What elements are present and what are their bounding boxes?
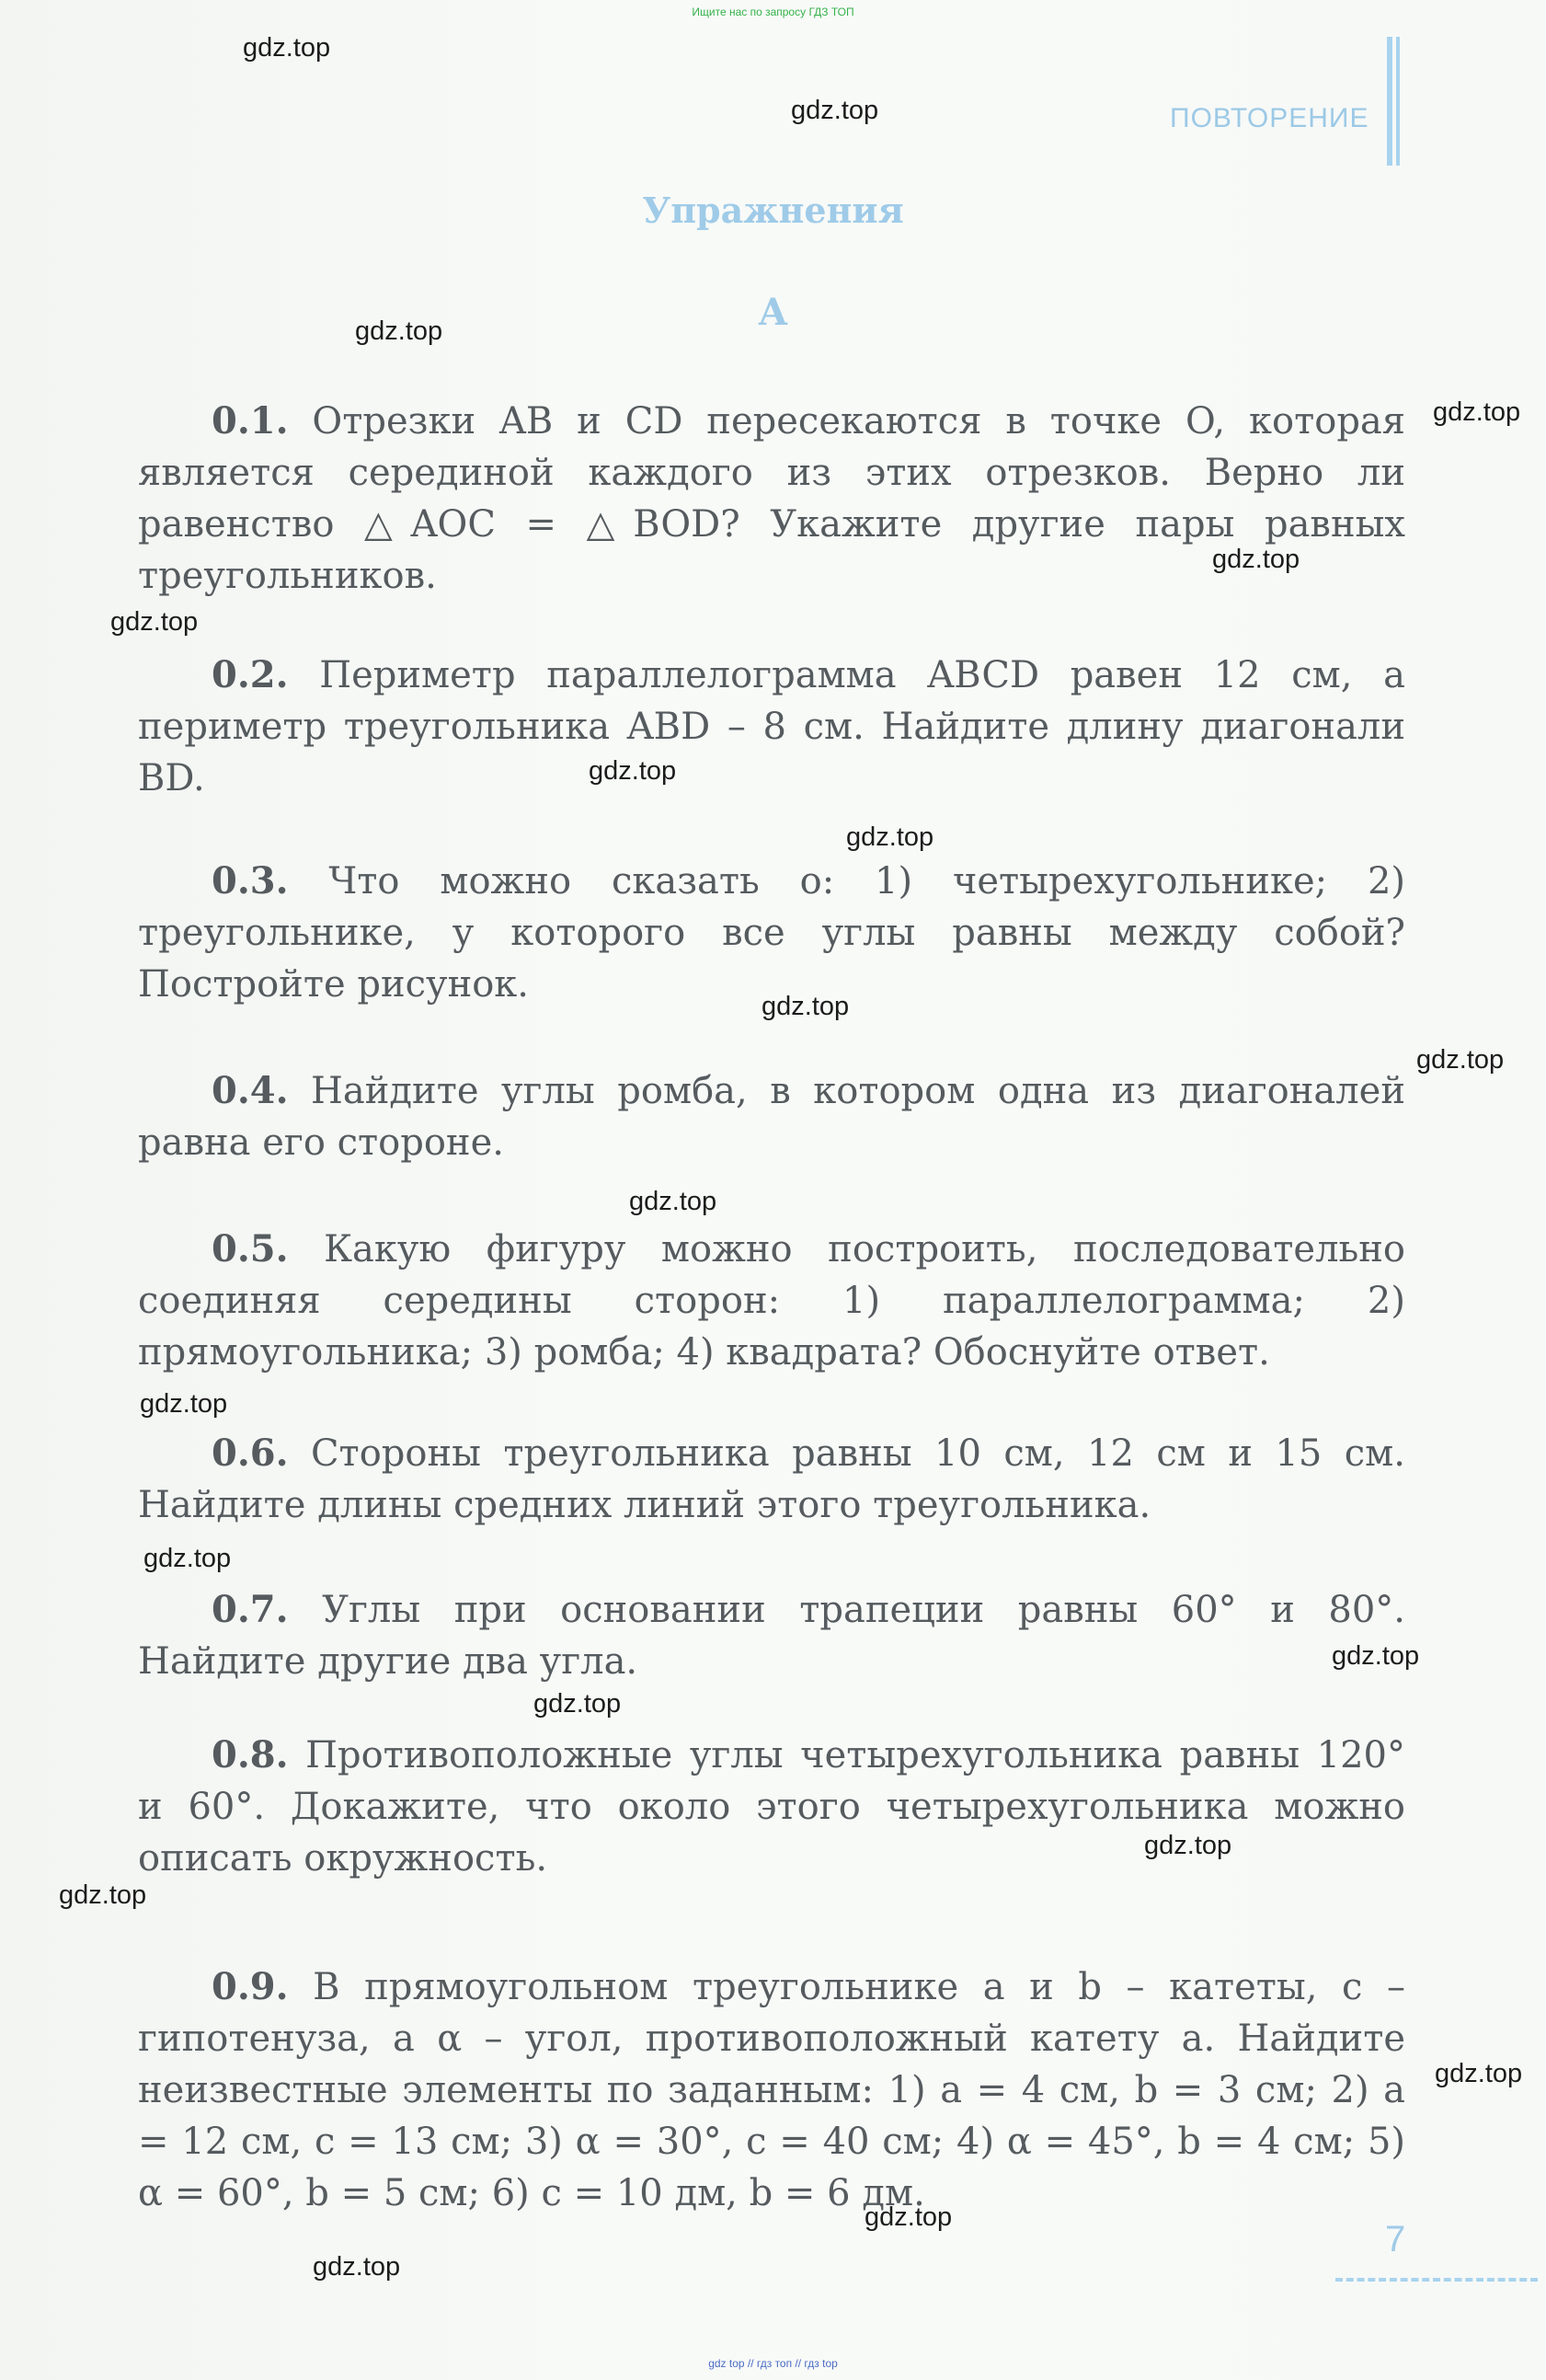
exercise-0-6 — [138, 1428, 1405, 1531]
exercise-0-7 — [138, 1584, 1405, 1687]
exercise-text: Найдите углы ромба, в котором одна из диагоналей равна его стороне. — [138, 1070, 1405, 1164]
watermark: gdz.top — [589, 756, 677, 786]
section-letter: А — [758, 291, 788, 334]
exercise-text: Какую фигуру можно построить, последовательно соединяя середины сторон: 1) параллелограмма; 2) прямоугольника; 3) ромба; 4) квадрата? Обоснуйте ответ. — [138, 1228, 1405, 1374]
watermark: gdz.top — [1435, 2059, 1523, 2088]
page-number-dashes — [1335, 2278, 1538, 2282]
watermark: gdz.top — [1433, 397, 1521, 427]
watermark: gdz.top — [865, 2202, 953, 2232]
decoration-bar — [1387, 37, 1392, 166]
watermark: gdz.top — [355, 316, 443, 346]
decoration-bar — [1396, 37, 1400, 166]
exercise-0-5 — [138, 1224, 1405, 1378]
watermark: gdz.top — [1416, 1045, 1505, 1075]
exercise-number: 0.8. — [212, 1733, 289, 1776]
watermark: gdz.top — [846, 822, 934, 852]
watermark: gdz.top — [1212, 545, 1300, 574]
watermark: gdz.top — [533, 1689, 622, 1719]
page-title: Упражнения — [642, 190, 904, 231]
exercise-0-4 — [138, 1065, 1405, 1168]
exercise-0-9 — [138, 1961, 1405, 2219]
exercise-number: 0.3. — [212, 859, 289, 903]
exercise-text: Стороны треугольника равны 10 см, 12 см и 15 см. Найдите длины средних линий этого треугольника. — [138, 1432, 1405, 1526]
exercise-text: Противоположные углы четырехугольника равны 120° и 60°. Докажите, что около этого четырехугольника можно описать окружность. — [138, 1734, 1406, 1880]
watermark: gdz.top — [59, 1880, 147, 1910]
exercise-text: Углы при основании трапеции равны 60° и 80°. Найдите другие два угла. — [138, 1589, 1406, 1683]
watermark: gdz.top — [110, 607, 199, 637]
exercise-text: В прямоугольном треугольнике a и b – катеты, c – гипотенуза, а α – угол, противоположный катету a. Найдите неизвестные элементы по заданным: 1) a = 4 см, b = 3 см; 2) a = 12 см, c = 13 см; 3) α = 30°, c = 40 см; 4) α = 45°, b = 4 см; 5) α = 60°, b = 5 см; 6) c = 10 дм, b = 6 дм. — [138, 1966, 1405, 2214]
header-decoration-bars — [1387, 37, 1402, 166]
watermark: gdz.top — [140, 1389, 228, 1419]
exercise-number: 0.6. — [212, 1431, 289, 1475]
exercise-0-2 — [138, 650, 1405, 804]
watermark: gdz.top — [762, 992, 850, 1021]
exercise-number: 0.4. — [212, 1069, 289, 1112]
exercise-number: 0.7. — [212, 1588, 289, 1631]
exercise-0-3 — [138, 856, 1405, 1010]
watermark: gdz.top — [243, 33, 331, 63]
exercise-number: 0.9. — [212, 1965, 289, 2008]
exercise-number: 0.1. — [212, 399, 289, 443]
watermark: gdz.top — [791, 96, 879, 125]
watermark: gdz.top — [1332, 1641, 1420, 1671]
exercise-text: Периметр параллелограмма ABCD равен 12 см, а периметр треугольника ABD – 8 см. Найдите длину диагонали BD. — [138, 654, 1406, 799]
exercise-text: Что можно сказать о: 1) четырехугольнике; 2) треугольнике, у которого все углы равны между собой? Постройте рисунок. — [138, 860, 1405, 1006]
watermark: gdz.top — [313, 2252, 401, 2282]
exercise-number: 0.2. — [212, 653, 289, 696]
exercise-text: Отрезки AB и CD пересекаются в точке O, которая является серединой каждого из этих отрезков. Верно ли равенство △AOC = △BOD? Укажите другие пары равных треугольников. — [138, 400, 1406, 597]
watermark: gdz.top — [143, 1544, 232, 1573]
exercise-number: 0.5. — [212, 1227, 289, 1270]
watermark: gdz.top — [629, 1187, 717, 1216]
top-banner: Ищите нас по запросу ГДЗ ТОП — [692, 6, 854, 18]
watermark: gdz.top — [1144, 1831, 1232, 1860]
bottom-banner: gdz top // гдз топ // гдз top — [708, 2357, 838, 2370]
page-number: 7 — [1385, 2219, 1406, 2259]
section-label: ПОВТОРЕНИЕ — [1170, 103, 1369, 133]
